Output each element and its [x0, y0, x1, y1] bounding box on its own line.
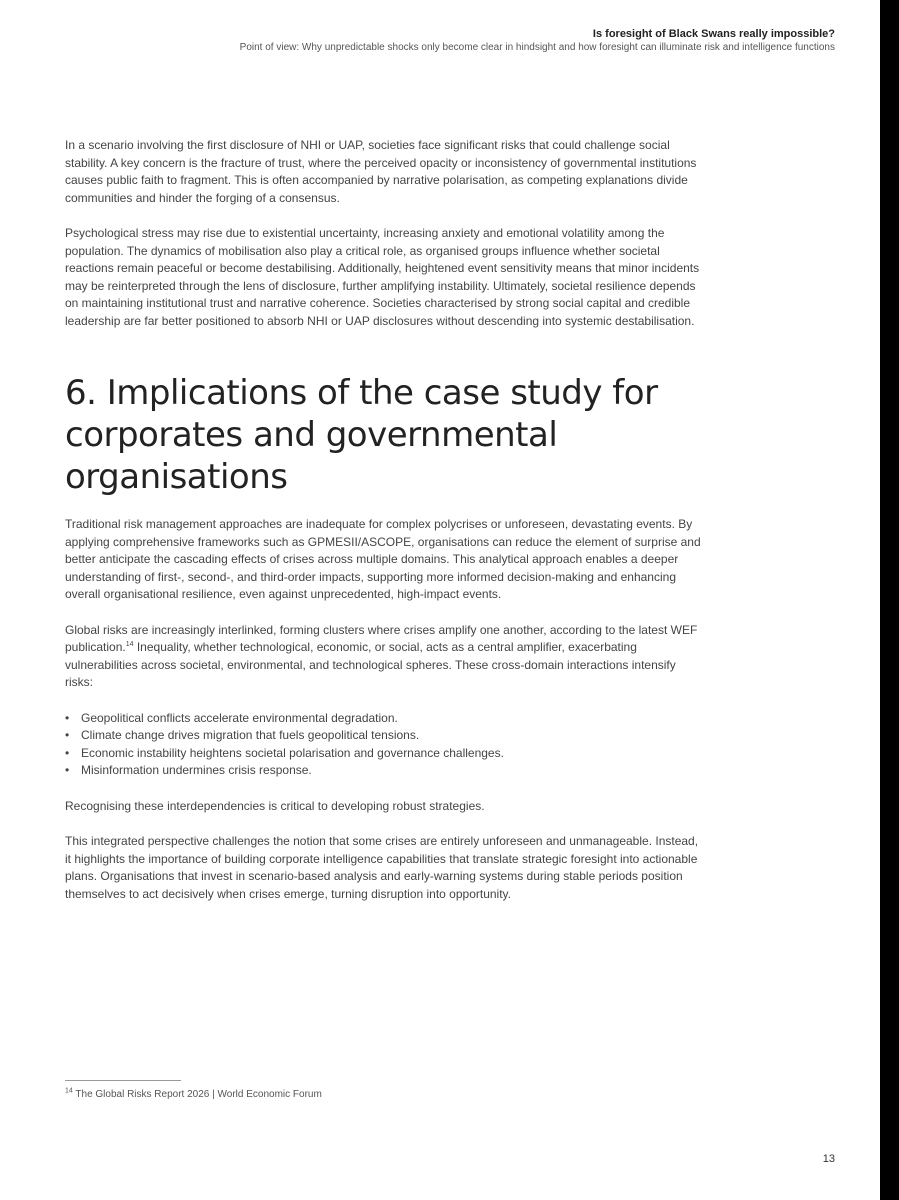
- footnote-text: The Global Risks Report 2026 | World Economic Forum: [72, 1089, 322, 1100]
- paragraph-interdependencies: Recognising these interdependencies is critical to developing robust strategies.: [65, 798, 485, 813]
- risk-bullet-list: [65, 710, 705, 780]
- paragraph-global-risks-text-b: Inequality, whether technological, economic, or social, acts as a central amplifier, exacerbating vulnerabilities across societal, environmental, and technological spheres. These cross-domain interactions intensify risks:: [65, 640, 676, 689]
- main-content: [65, 137, 705, 921]
- page-number: 13: [822, 1153, 835, 1165]
- list-item-text: Geopolitical conflicts accelerate environmental degradation.: [81, 710, 398, 725]
- bullet-icon: •: [65, 763, 70, 777]
- bullet-icon: •: [65, 710, 70, 725]
- running-header-title: Is foresight of Black Swans really impossible?: [592, 28, 835, 40]
- footnote-divider: [65, 1080, 181, 1081]
- list-item-text: Economic instability heightens societal polarisation and governance challenges.: [81, 745, 504, 760]
- paragraph-global-risks-text-a: Global risks are increasingly interlinked, forming clusters where crises amplify one another, according to the latest WEF publication.: [65, 622, 698, 654]
- footnote-reference[interactable]: 14: [125, 641, 134, 648]
- paragraph-nhi-disclosure-risks: In a scenario involving the first disclosure of NHI or UAP, societies face significant risks that could challenge social stability. A key concern is the fracture of trust, where the perceived opacity or inconsistency of governmental institutions causes public faith to fragment. This is often accompanied by narrative polarisation, as competing explanations divide communities and hinder the forging of a consensus.: [65, 138, 697, 205]
- paragraph-global-risks: [65, 622, 705, 692]
- list-item: [65, 710, 705, 728]
- list-item: [65, 762, 705, 780]
- bullet-icon: •: [65, 728, 70, 742]
- paragraph-psychological-stress: Psychological stress may rise due to existential uncertainty, increasing anxiety and emotional volatility among the population. The dynamics of mobilisation also play a critical role, as organised groups influence whether societal reactions remain peaceful or become destabilising. Additionally, heightened event sensitivity means that minor incidents may be reinterpreted through the lens of disclosure, further amplifying instability. Ultimately, societal resilience depends on maintaining institutional trust and narrative coherence. Societies characterised by strong social capital and credible leadership are far better positioned to absorb NHI or UAP disclosures without descending into systemic destabilisation.: [65, 226, 700, 328]
- footnote: [65, 1089, 322, 1100]
- list-item: [65, 727, 705, 745]
- running-header-subtitle: Point of view: Why unpredictable shocks only become clear in hindsight and how foresight can illuminate risk and intelligence functions: [239, 42, 835, 53]
- paragraph-integrated-perspective: This integrated perspective challenges the notion that some crises are entirely unforeseen and unmanageable. Instead, it highlights the importance of building corporate intelligence capabilities that translate strategic foresight into actionable plans. Organisations that invest in scenario-based analysis and early-warning systems during stable periods position themselves to act decisively when crises emerge, turning disruption into opportunity.: [65, 834, 699, 901]
- section-heading: 6. Implications of the case study for corporates and governmental organisations: [65, 373, 658, 497]
- list-item-text: Climate change drives migration that fuels geopolitical tensions.: [81, 728, 420, 742]
- bullet-icon: •: [65, 745, 70, 760]
- list-item: [65, 745, 705, 763]
- list-item-text: Misinformation undermines crisis response.: [81, 763, 312, 777]
- footnote-number: 14: [65, 1087, 73, 1095]
- paragraph-risk-management: Traditional risk management approaches are inadequate for complex polycrises or unforeseen, devastating events. By applying comprehensive frameworks such as GPMESII/ASCOPE, organisations can reduce the element of surprise and better anticipate the cascading effects of crises across multiple domains. This analytical approach enables a deeper understanding of first-, second-, and third-order impacts, supporting more informed decision-making and enhancing overall organisational resilience, even against unprecedented, high-impact events.: [65, 517, 701, 601]
